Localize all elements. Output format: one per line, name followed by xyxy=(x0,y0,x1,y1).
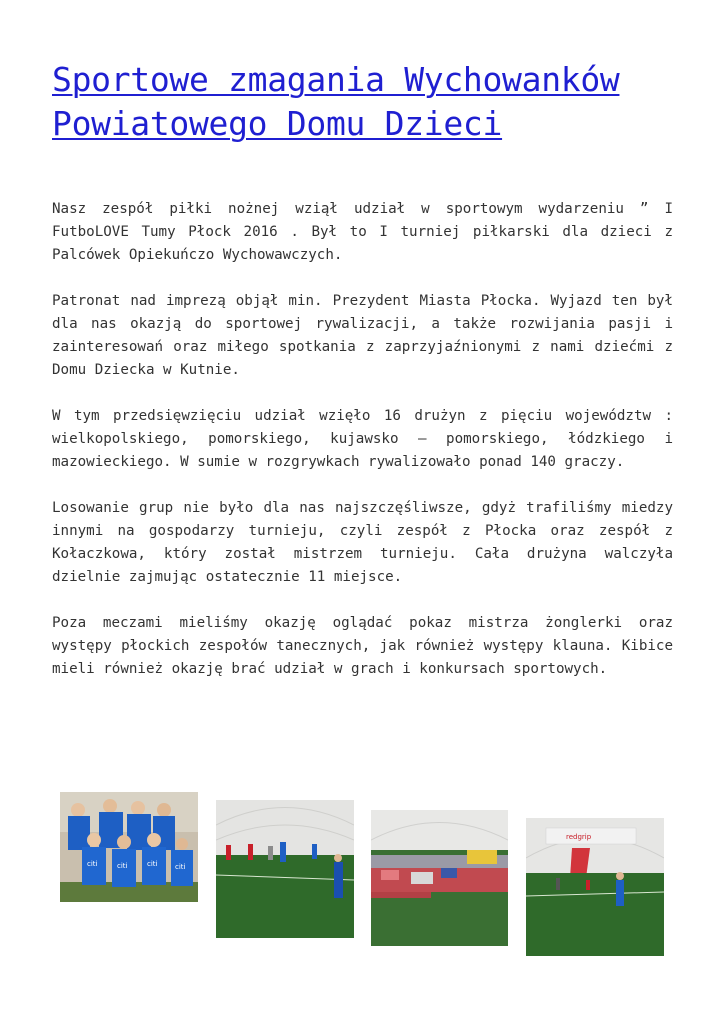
paragraph: Nasz zespół piłki nożnej wziął udział w sportowym wydarzeniu ” I FutboLOVE Tumy Płock 2016 . Był to I turniej piłkarski dla dzieci z Palcówek Opiekuńczo Wychowawczych. xyxy=(52,201,673,263)
jersey-text: citi xyxy=(87,860,98,868)
team-photo-image xyxy=(60,792,198,902)
jersey-text: citi xyxy=(147,860,158,868)
match-photo[interactable] xyxy=(216,800,354,938)
photo-gallery xyxy=(0,790,725,960)
paragraph: Poza meczami mieliśmy okazję oglądać pokaz mistrza żonglerki oraz występy płockich zespołów tanecznych, jak również występy klauna. Kibice mieli również okazję brać udział w grach i konkursach sportowych. xyxy=(52,615,673,677)
article xyxy=(52,58,673,704)
match-photo-image xyxy=(216,800,354,938)
jersey-text: citi xyxy=(175,863,186,871)
title-line-1: Sportowe zmagania Wychowanków xyxy=(52,60,620,99)
jersey-text: citi xyxy=(117,862,128,870)
title-link[interactable] xyxy=(52,60,619,143)
page-title xyxy=(52,58,673,146)
paragraph: W tym przedsięwzięciu udział wzięło 16 drużyn z pięciu województw : wielkopolskiego, pomorskiego, kujawsko – pomorskiego, łódzkiego i mazowieckiego. W sumie w rozgrywkach rywalizowało ponad 140 graczy. xyxy=(52,408,673,470)
article-body xyxy=(52,198,673,681)
title-line-2: Powiatowego Domu Dzieci xyxy=(52,104,503,143)
team-photo[interactable] xyxy=(60,792,198,902)
paragraph: Losowanie grup nie było dla nas najszczęśliwsze, gdyż trafiliśmy miedzy innymi na gospodarzy turnieju, czyli zespół z Płocka oraz zespół z Kołaczkowa, który został mistrzem turnieju. Cała drużyna walczyła dzielnie zajmując ostatecznie 11 miejsce. xyxy=(52,500,673,585)
spectators-photo[interactable] xyxy=(371,810,508,946)
pitch-photo[interactable] xyxy=(526,818,664,956)
paragraph: Patronat nad imprezą objął min. Prezydent Miasta Płocka. Wyjazd ten był dla nas okazją do sportowej rywalizacji, a także rozwijania pasji i zainteresowań oraz miłego spotkania z zaprzyjaźnionymi z nami dziećmi z Domu Dziecka w Kutnie. xyxy=(52,293,673,378)
banner-text: redgrip xyxy=(566,833,592,841)
pitch-photo-image xyxy=(526,818,664,956)
spectators-photo-image xyxy=(371,810,508,946)
